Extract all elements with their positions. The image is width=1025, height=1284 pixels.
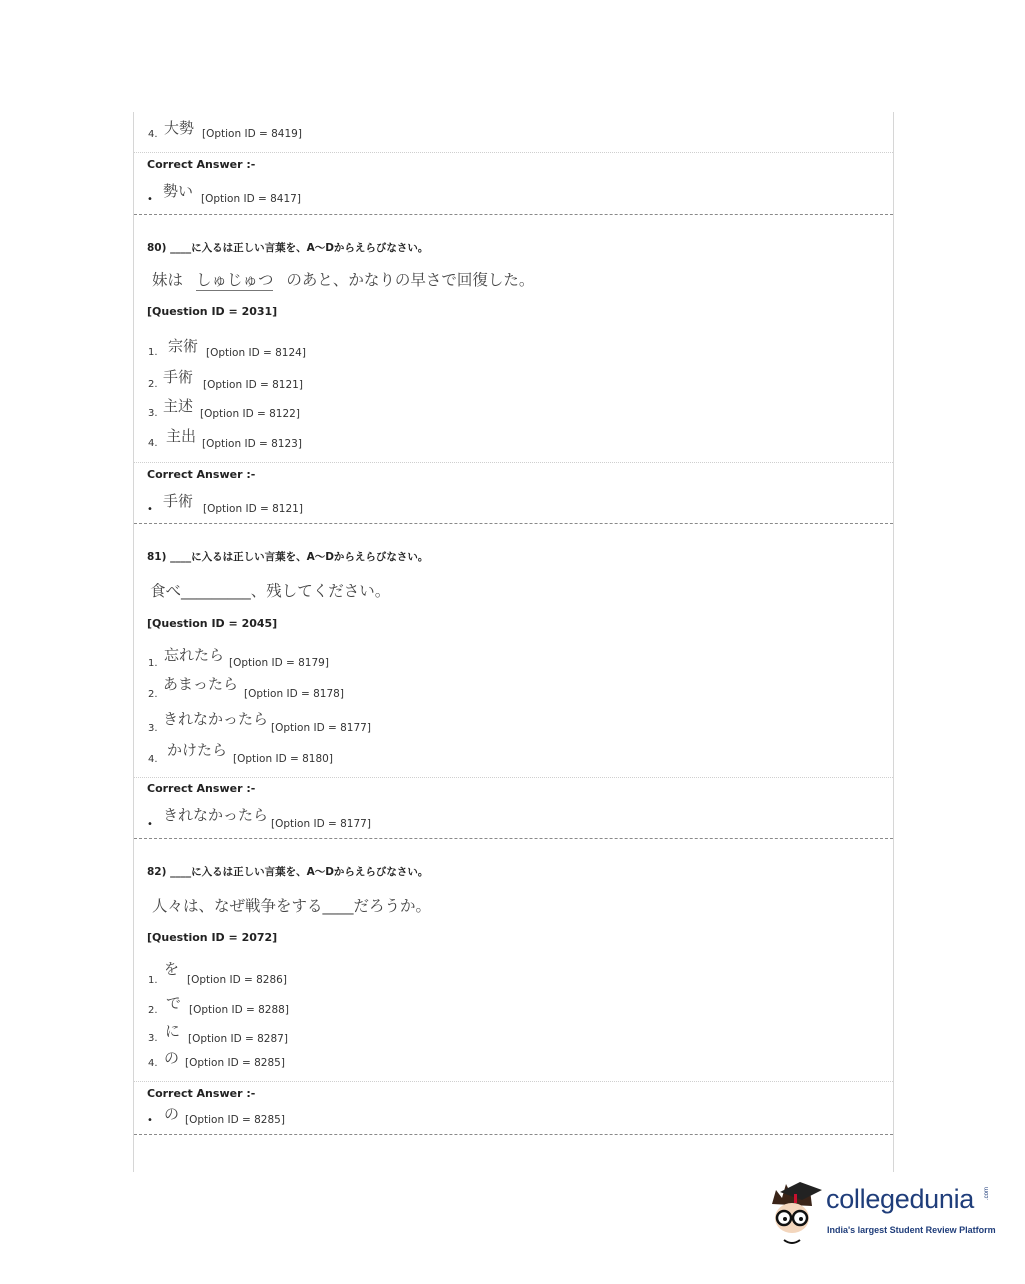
option-id: [Option ID = 8286] (187, 974, 287, 986)
option-number: 1. (148, 658, 158, 669)
correct-answer-id: [Option ID = 8285] (185, 1114, 285, 1126)
option-number: 2. (148, 689, 158, 700)
option-text: の (164, 1049, 180, 1067)
question-stem: 食べ_________、残してください。 (150, 582, 391, 600)
option-text: に (165, 1022, 181, 1040)
option-text: きれなかったら (163, 710, 269, 728)
logo-wordmark: collegedunia (826, 1184, 975, 1214)
bullet: • (147, 504, 153, 515)
option-number: 2. (148, 1005, 158, 1016)
question-divider (134, 838, 893, 839)
option-text: 手術 (163, 368, 194, 386)
option-text: 大勢 (164, 119, 195, 137)
option-text: 宗術 (168, 337, 199, 355)
stem-underlined-word: しゅじゅつ (195, 271, 274, 289)
bullet: • (147, 194, 153, 205)
question-stem: 人々は、なぜ戦争をする____だろうか。 (152, 897, 432, 915)
stem-text: 妹は (152, 271, 184, 289)
option-number: 4. (148, 1058, 158, 1069)
option-number: 3. (148, 408, 158, 419)
question-header: 81) ____に入るは正しい言葉を、A～Dからえらびなさい。 (147, 551, 429, 563)
option-number: 4. (148, 754, 158, 765)
question-id: [Question ID = 2045] (147, 617, 278, 630)
correct-answer-text: 勢い (163, 182, 194, 200)
option-id: [Option ID = 8285] (185, 1057, 285, 1069)
correct-answer-label: Correct Answer :- (147, 782, 256, 795)
logo-tagline: India's largest Student Review Platform (827, 1225, 996, 1235)
bullet: • (147, 819, 153, 830)
question-header: 80) ____に入るは正しい言葉を、A～Dからえらびなさい。 (147, 242, 429, 254)
question-id: [Question ID = 2031] (147, 305, 278, 318)
option-text: 主出 (166, 427, 197, 445)
question-id: [Question ID = 2072] (147, 931, 278, 944)
divider (134, 152, 893, 153)
option-text: あまったら (163, 675, 239, 693)
correct-answer-id: [Option ID = 8177] (271, 818, 371, 830)
option-id: [Option ID = 8179] (229, 657, 329, 669)
option-id: [Option ID = 8122] (200, 408, 300, 420)
option-id: [Option ID = 8419] (202, 128, 302, 140)
question-divider (134, 214, 893, 215)
correct-answer-text: きれなかったら (163, 806, 269, 824)
option-id: [Option ID = 8177] (271, 722, 371, 734)
correct-answer-label: Correct Answer :- (147, 158, 256, 171)
correct-answer-label: Correct Answer :- (147, 468, 256, 481)
option-id: [Option ID = 8288] (189, 1004, 289, 1016)
option-number: 1. (148, 347, 158, 358)
option-number: 4. (148, 438, 158, 449)
option-id: [Option ID = 8123] (202, 438, 302, 450)
correct-answer-text: 手術 (163, 492, 194, 510)
option-id: [Option ID = 8178] (244, 688, 344, 700)
option-text: 主述 (163, 397, 194, 415)
option-id: [Option ID = 8124] (206, 347, 306, 359)
question-header: 82) ____に入るは正しい言葉を、A～Dからえらびなさい。 (147, 866, 429, 878)
option-text: 忘れたら (164, 646, 225, 664)
option-text: かけたら (167, 741, 228, 759)
stem-text: のあと、かなりの早さで回復した。 (286, 271, 535, 289)
bullet: • (147, 1115, 153, 1126)
collegedunia-logo (766, 1180, 996, 1250)
correct-answer-label: Correct Answer :- (147, 1087, 256, 1100)
option-text: を (164, 960, 180, 978)
correct-answer-id: [Option ID = 8121] (203, 503, 303, 515)
content-frame (133, 112, 894, 1172)
option-number: 3. (148, 1033, 158, 1044)
option-number: 4. (148, 129, 158, 140)
option-text: で (166, 994, 182, 1012)
option-id: [Option ID = 8180] (233, 753, 333, 765)
option-number: 1. (148, 975, 158, 986)
option-id: [Option ID = 8287] (188, 1033, 288, 1045)
divider (134, 777, 893, 778)
option-number: 2. (148, 379, 158, 390)
correct-answer-text: の (164, 1105, 180, 1123)
option-id: [Option ID = 8121] (203, 379, 303, 391)
option-number: 3. (148, 723, 158, 734)
correct-answer-id: [Option ID = 8417] (201, 193, 301, 205)
question-stem (152, 268, 534, 290)
divider (134, 462, 893, 463)
question-divider (134, 1134, 893, 1135)
logo-domain-suffix: .com (984, 1186, 990, 1200)
divider (134, 1081, 893, 1082)
mascot-icon (766, 1180, 826, 1250)
question-divider (134, 523, 893, 524)
